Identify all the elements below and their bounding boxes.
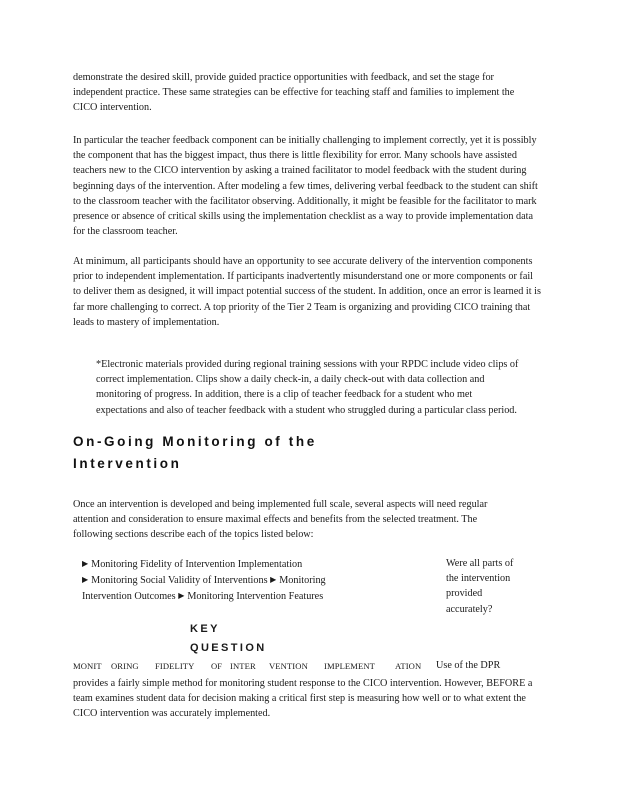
- subheading-word: VENTION: [269, 661, 308, 671]
- topic-item-features: Monitoring Intervention Features: [187, 591, 324, 603]
- final-paragraph: provides a fairly simple method for monitoring student response to the CICO intervention. However, BEFORE a team examines student data for decision making a critical first step is measuring how well or to what extent the CICO intervention was accurately implemented.: [73, 678, 533, 720]
- subheading-word: ATION: [395, 661, 422, 671]
- key-question-line2: QUESTION: [190, 642, 267, 654]
- section-heading-line2: Intervention: [73, 456, 182, 471]
- subheading-word: ORING: [111, 661, 139, 671]
- triangle-bullet-icon: ▶: [178, 591, 185, 601]
- paragraph-intro-practice: demonstrate the desired skill, provide guided practice opportunities with feedback, and set the stage for independent practice. These same strategies can be effective for teaching staff and families to implement the CICO intervention.: [73, 72, 515, 114]
- subheading-word: IMPLEMENT: [324, 661, 376, 671]
- subheading-word: MONIT: [73, 661, 102, 671]
- subheading-word: INTER: [230, 661, 256, 671]
- subheading-word: FIDELITY: [155, 661, 195, 671]
- section-heading-line1: On-Going Monitoring of the: [73, 434, 317, 449]
- paragraph-minimum-participants: At minimum, all participants should have an opportunity to see accurate delivery of the intervention components prior to independent implementation. If participants inadvertently misunderstand one or more components or fail to deliver them as designed, it will impact potential success of the student. In addition, once an error is learned it is far more challenging to correct. A top priority of the Tier 2 Team is organizing and providing CICO training that leads to mastery of implementation.: [73, 256, 541, 328]
- section-heading: [73, 431, 317, 475]
- key-question-label: [190, 620, 267, 658]
- triangle-bullet-icon: ▶: [270, 575, 277, 585]
- key-question-text: Were all parts of the intervention provided accurately?: [446, 558, 514, 615]
- topic-item-fidelity: Monitoring Fidelity of Intervention Implementation: [91, 559, 303, 570]
- final-paragraph-lead: Use of the DPR: [436, 660, 501, 671]
- triangle-bullet-icon: ▶: [82, 575, 89, 585]
- subheading-word: OF: [211, 661, 223, 671]
- topic-item-outcomes: Monitoring Intervention Outcomes: [82, 575, 326, 603]
- topic-item-social-validity: Monitoring Social Validity of Interventions: [91, 575, 268, 587]
- key-question-line1: KEY: [190, 623, 220, 635]
- paragraph-teacher-feedback: In particular the teacher feedback component can be initially challenging to implement correctly, yet it is possibly the component that has the biggest impact, thus there is little flexibility for error. Many schools have assisted teachers new to the CICO intervention by asking a trained facilitator to model feedback with the student during beginning days of the intervention. After modeling a few times, delivering verbal feedback to the student can shift to the classroom teacher with the facilitator observing. Additionally, it might be feasible for the facilitator to mark presence or absence of critical skills using the implementation checklist as a way to provide implementation data for the classroom teacher.: [73, 135, 538, 238]
- triangle-bullet-icon: ▶: [82, 559, 89, 568]
- topics-list: [82, 556, 337, 605]
- section-intro-paragraph: Once an intervention is developed and being implemented full scale, several aspects will need regular attention and consideration to ensure maximal effects and benefits from the selected treatment. The following sections describe each of the topics listed below:: [73, 499, 488, 541]
- electronic-materials-note: *Electronic materials provided during regional training sessions with your RPDC include video clips of correct implementation. Clips show a daily check-in, a daily check-out with data collection and monitoring of progress. In addition, there is a clip of teacher feedback for a student who met expectations and also of teacher feedback with a student who struggled during a particular class period.: [96, 359, 519, 416]
